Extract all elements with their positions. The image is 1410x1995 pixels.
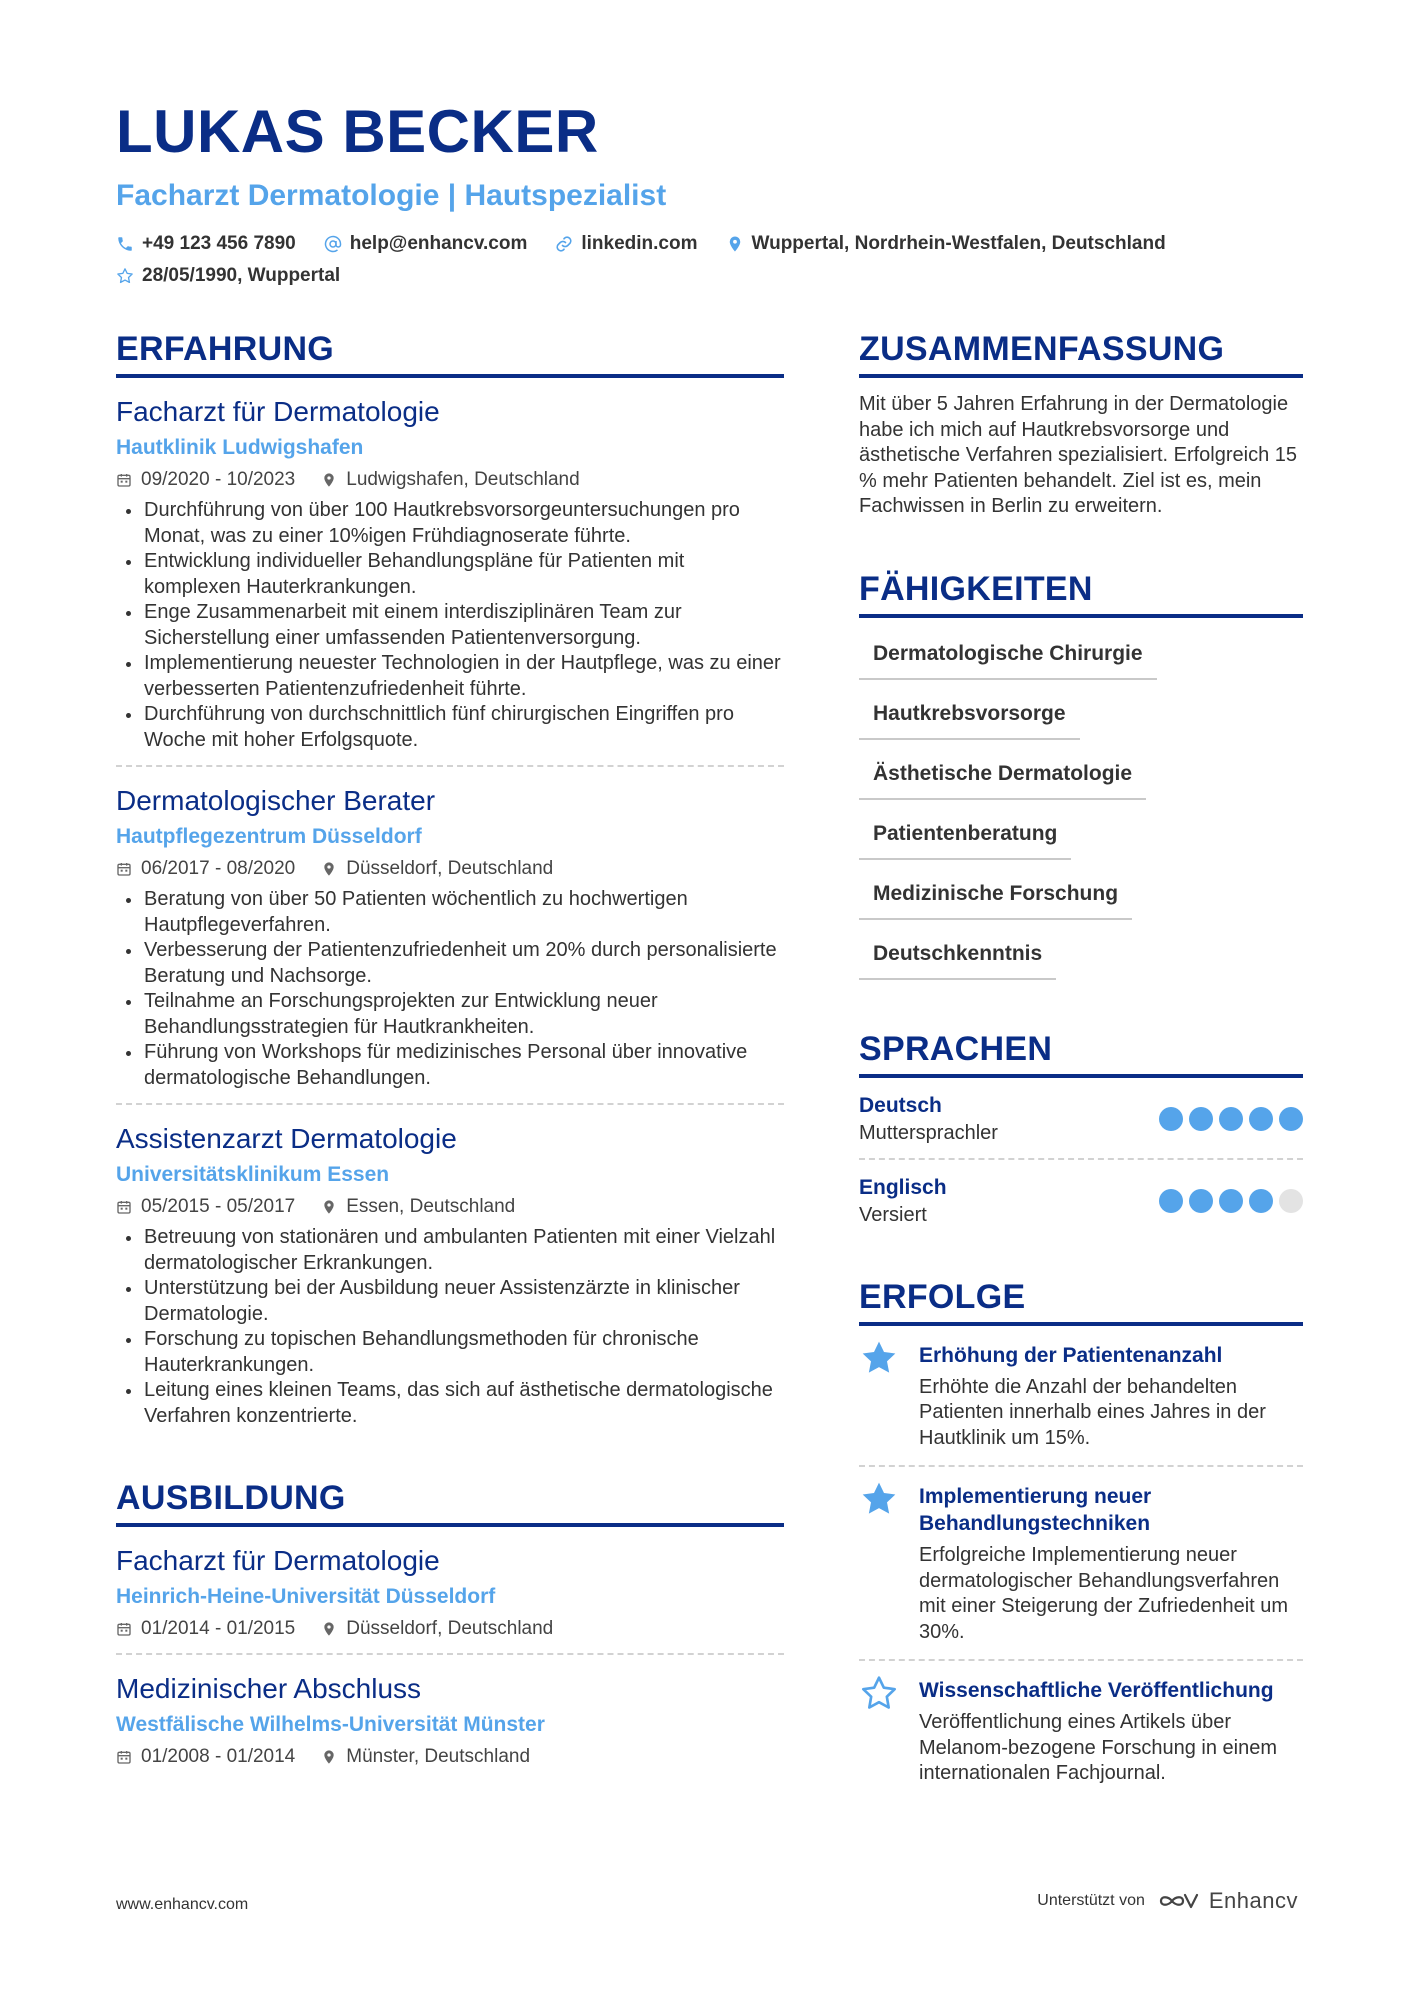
entry-location: Essen, Deutschland <box>346 1196 516 1217</box>
enhancv-logo-icon <box>1157 1889 1201 1913</box>
location-pin-icon <box>321 1621 337 1637</box>
entry-location: Münster, Deutschland <box>346 1746 531 1767</box>
location-pin-icon <box>321 1199 337 1215</box>
degree-title: Facharzt für Dermatologie <box>116 1545 440 1576</box>
job-bullet: Teilnahme an Forschungsprojekten zur Entwicklung neuer Behandlungsstrategien für Hautkrankheiten. <box>116 989 784 1040</box>
achievement-entry <box>859 1467 1303 1661</box>
entry-meta <box>116 857 784 881</box>
rating-dot <box>1249 1107 1273 1131</box>
job-bullet: Entwicklung individueller Behandlungspläne für Patienten mit komplexen Hauterkrankungen. <box>116 549 784 600</box>
entry-meta <box>116 468 784 492</box>
language-entry <box>859 1160 1303 1240</box>
skill-list <box>859 632 1303 992</box>
experience-heading: ERFAHRUNG <box>116 330 335 368</box>
job-company: Universitätsklinikum Essen <box>116 1163 390 1186</box>
rating-dot <box>1249 1189 1273 1213</box>
job-title: Facharzt für Dermatologie <box>116 396 440 427</box>
skills-section <box>859 568 1303 992</box>
brand-name: Enhancv <box>1208 1888 1298 1913</box>
location-text: Wuppertal, Nordrhein-Westfalen, Deutschland <box>751 233 1166 254</box>
skills-heading: FÄHIGKEITEN <box>859 569 1093 608</box>
entry-meta <box>116 1617 784 1641</box>
resume-header <box>116 96 1316 288</box>
achievement-desc: Erhöhte die Anzahl der behandelten Patienten innerhalb eines Jahres in der Hautklinik um 15%. <box>919 1375 1266 1449</box>
skill-tag: Ästhetische Dermatologie <box>859 752 1146 800</box>
language-list <box>859 1078 1303 1240</box>
achievement-desc: Erfolgreiche Implementierung neuer dermatologischer Behandlungsverfahren mit einer Steigerung der Zufriedenheit um 30%. <box>919 1544 1289 1643</box>
job-company: Hautpflegezentrum Düsseldorf <box>116 825 422 848</box>
job-bullet: Forschung zu topischen Behandlungsmethoden für chronische Hauterkrankungen. <box>116 1327 784 1378</box>
skill-tag: Patientenberatung <box>859 812 1071 860</box>
summary-heading: ZUSAMMENFASSUNG <box>859 330 1225 368</box>
language-name: Deutsch <box>859 1093 942 1117</box>
contact-list <box>116 232 1266 288</box>
entry-meta <box>116 1745 784 1769</box>
rating-dot <box>1219 1189 1243 1213</box>
language-entry <box>859 1078 1303 1160</box>
contact-phone <box>116 232 296 256</box>
achievement-desc: Veröffentlichung eines Artikels über Melanom-bezogene Forschung in einem internationalen Fachjournal. <box>919 1711 1277 1784</box>
entry-location: Düsseldorf, Deutschland <box>346 858 554 879</box>
language-rating <box>1159 1107 1303 1131</box>
candidate-name: LUKAS BECKER <box>116 98 599 165</box>
right-column <box>859 328 1303 1801</box>
entry-dates: 05/2015 - 05/2017 <box>141 1196 296 1217</box>
contact-location <box>726 232 1166 256</box>
footer-website[interactable]: www.enhancv.com <box>116 1896 249 1913</box>
email-text: help@enhancv.com <box>349 233 528 254</box>
rating-dot <box>1159 1107 1183 1131</box>
contact-birth <box>116 264 340 288</box>
job-bullets <box>116 1225 784 1429</box>
star-outline-icon <box>116 267 134 285</box>
linkedin-text: linkedin.com <box>581 233 698 254</box>
rating-dot <box>1279 1107 1303 1131</box>
languages-heading: SPRACHEN <box>859 1029 1053 1068</box>
rating-dot <box>1219 1107 1243 1131</box>
star-outline-icon <box>859 1673 899 1713</box>
calendar-icon <box>116 1749 132 1765</box>
calendar-icon <box>116 472 132 488</box>
achievement-entry <box>859 1326 1303 1468</box>
job-entry <box>116 378 784 767</box>
education-section <box>116 1477 784 1781</box>
location-pin-icon <box>726 235 744 253</box>
job-bullet: Durchführung von durchschnittlich fünf chirurgischen Eingriffen pro Woche mit hoher Erfolgsquote. <box>116 702 784 753</box>
calendar-icon <box>116 861 132 877</box>
job-bullet: Durchführung von über 100 Hautkrebsvorsorgeuntersuchungen pro Monat, was zu einer 10%igen Frühdiagnoserate führte. <box>116 498 784 549</box>
skill-tag: Hautkrebsvorsorge <box>859 692 1080 740</box>
job-title: Assistenzarzt Dermatologie <box>116 1123 457 1154</box>
footer-branding <box>1037 1888 1298 1914</box>
job-bullet: Unterstützung bei der Ausbildung neuer Assistenzärzte in klinischer Dermatologie. <box>116 1276 784 1327</box>
job-bullet: Verbesserung der Patientenzufriedenheit um 20% durch personalisierte Beratung und Nachsorge. <box>116 938 784 989</box>
job-bullets <box>116 498 784 753</box>
achievement-title: Implementierung neuer Behandlungstechniken <box>919 1485 1152 1535</box>
rating-dot <box>1189 1189 1213 1213</box>
star-filled-icon <box>859 1479 899 1519</box>
education-list <box>116 1527 784 1781</box>
languages-section <box>859 1028 1303 1240</box>
education-entry <box>116 1655 784 1781</box>
contact-email <box>324 232 528 256</box>
experience-section <box>116 328 784 1441</box>
school-name: Heinrich-Heine-Universität Düsseldorf <box>116 1585 496 1608</box>
job-bullet: Implementierung neuester Technologien in der Hautpflege, was zu einer verbesserten Patientenzufriedenheit führte. <box>116 651 784 702</box>
section-divider <box>859 374 1303 378</box>
summary-text: Mit über 5 Jahren Erfahrung in der Dermatologie habe ich mich auf Hautkrebsvorsorge und ästhetische Verfahren spezialisiert. Erfolgreich 15 % mehr Patienten behandelt. Ziel ist es, mein Fachwissen in Berlin zu erweitern. <box>859 393 1298 517</box>
job-bullet: Betreuung von stationären und ambulanten Patienten mit einer Vielzahl dermatologischer Erkrankungen. <box>116 1225 784 1276</box>
section-divider <box>859 614 1303 618</box>
rating-dot <box>1279 1189 1303 1213</box>
star-filled-icon <box>859 1338 899 1378</box>
location-pin-icon <box>321 861 337 877</box>
job-title: Dermatologischer Berater <box>116 785 436 816</box>
job-bullet: Enge Zusammenarbeit mit einem interdisziplinären Team zur Sicherstellung einer umfassenden Patientenversorgung. <box>116 600 784 651</box>
entry-meta <box>116 1195 784 1219</box>
skill-tag: Deutschkenntnis <box>859 932 1056 980</box>
location-pin-icon <box>321 472 337 488</box>
entry-dates: 09/2020 - 10/2023 <box>141 469 296 490</box>
summary-section <box>859 328 1303 520</box>
education-heading: AUSBILDUNG <box>116 1479 346 1517</box>
language-name: Englisch <box>859 1175 947 1199</box>
skill-tag: Dermatologische Chirurgie <box>859 632 1157 680</box>
language-level: Versiert <box>859 1203 927 1226</box>
achievements-heading: ERFOLGE <box>859 1277 1026 1316</box>
achievement-title: Wissenschaftliche Veröffentlichung <box>919 1679 1274 1702</box>
achievement-entry <box>859 1661 1303 1801</box>
job-company: Hautklinik Ludwigshafen <box>116 436 364 459</box>
calendar-icon <box>116 1199 132 1215</box>
achievement-title: Erhöhung der Patientenanzahl <box>919 1343 1223 1367</box>
powered-by-text: Unterstützt von <box>1037 1892 1145 1909</box>
phone-icon <box>116 235 134 253</box>
job-list <box>116 378 784 1441</box>
location-pin-icon <box>321 1749 337 1765</box>
achievements-section <box>859 1276 1303 1801</box>
job-entry <box>116 767 784 1105</box>
language-level: Muttersprachler <box>859 1121 998 1144</box>
degree-title: Medizinischer Abschluss <box>116 1673 422 1704</box>
entry-dates: 01/2008 - 01/2014 <box>141 1746 296 1767</box>
candidate-subtitle: Facharzt Dermatologie | Hautspezialist <box>116 179 667 212</box>
school-name: Westfälische Wilhelms-Universität Münster <box>116 1713 545 1736</box>
entry-location: Ludwigshafen, Deutschland <box>346 469 580 490</box>
link-icon <box>555 235 573 253</box>
job-bullet: Beratung von über 50 Patienten wöchentlich zu hochwertigen Hautpflegeverfahren. <box>116 887 784 938</box>
achievement-list <box>859 1326 1303 1801</box>
rating-dot <box>1189 1107 1213 1131</box>
entry-dates: 01/2014 - 01/2015 <box>141 1618 296 1639</box>
entry-location: Düsseldorf, Deutschland <box>346 1618 554 1639</box>
job-bullets <box>116 887 784 1091</box>
entry-dates: 06/2017 - 08/2020 <box>141 858 296 879</box>
skill-tag: Medizinische Forschung <box>859 872 1132 920</box>
job-bullet: Führung von Workshops für medizinisches Personal über innovative dermatologische Behandlungen. <box>116 1040 784 1091</box>
calendar-icon <box>116 1621 132 1637</box>
job-bullet: Leitung eines kleinen Teams, das sich auf ästhetische dermatologische Verfahren konzentrierte. <box>116 1378 784 1429</box>
left-column <box>116 328 784 1781</box>
language-rating <box>1159 1189 1303 1213</box>
phone-text: +49 123 456 7890 <box>142 233 296 254</box>
job-entry <box>116 1105 784 1441</box>
rating-dot <box>1159 1189 1183 1213</box>
at-icon <box>324 235 342 253</box>
education-entry <box>116 1527 784 1655</box>
birth-text: 28/05/1990, Wuppertal <box>142 265 341 286</box>
contact-linkedin <box>555 232 697 256</box>
